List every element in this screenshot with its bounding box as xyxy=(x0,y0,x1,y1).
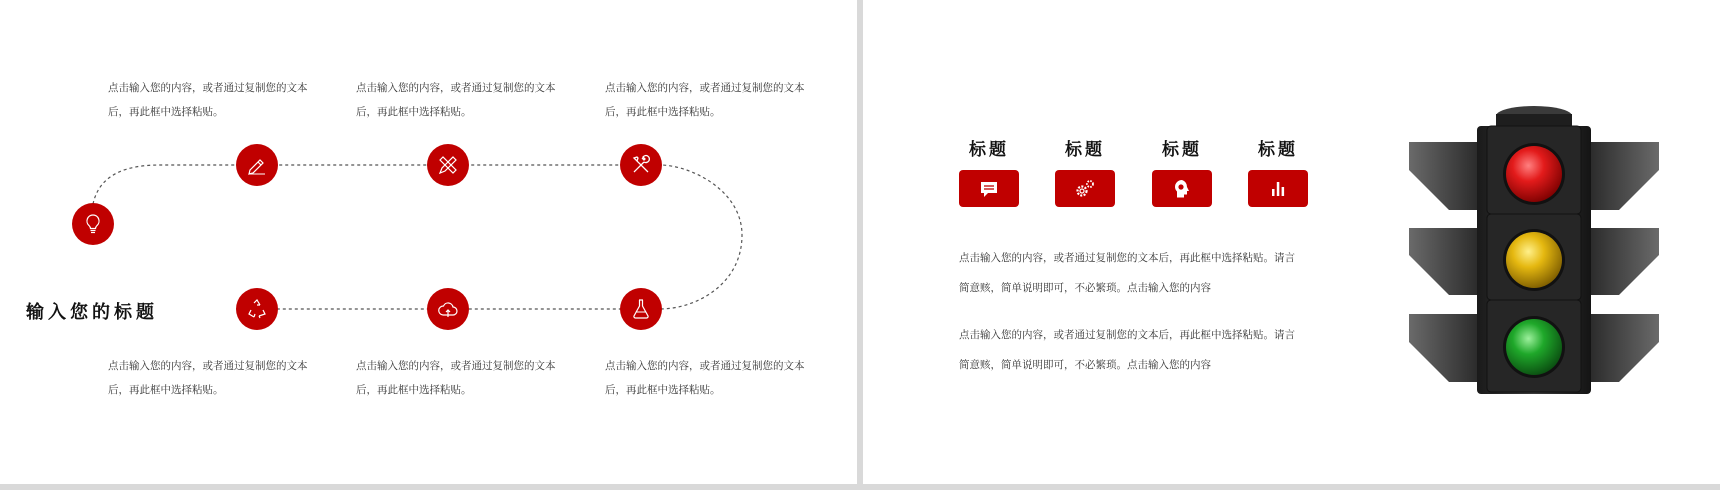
paragraph-2: 点击输入您的内容，或者通过复制您的文本后，再此框中选择粘贴。请言简意赅，简单说明即可，不必繁琐。点击输入您的内容 xyxy=(959,329,1295,371)
gears-icon xyxy=(1073,177,1097,201)
pencil-icon xyxy=(245,153,269,177)
cloud-icon xyxy=(436,297,460,321)
recycle-node xyxy=(236,288,278,330)
column-title-3: 标题 xyxy=(1162,140,1202,160)
section-title: 输入您的标题 xyxy=(26,302,158,323)
dashed-path xyxy=(0,0,857,484)
tools-node xyxy=(620,144,662,186)
gears-badge xyxy=(1055,170,1115,207)
flask-icon xyxy=(629,297,653,321)
bar-chart-icon xyxy=(1266,177,1290,201)
chat-icon xyxy=(977,177,1001,201)
bar-chart-badge xyxy=(1248,170,1308,207)
text-block-6: 点击输入您的内容，或者通过复制您的文本后，再此框中选择粘贴。 xyxy=(605,360,805,396)
lightbulb-icon xyxy=(81,212,105,236)
flask-node xyxy=(620,288,662,330)
pencil-ruler-node xyxy=(427,144,469,186)
column-title-4: 标题 xyxy=(1258,140,1298,160)
text-block-5: 点击输入您的内容，或者通过复制您的文本后，再此框中选择粘贴。 xyxy=(356,360,556,396)
column-title-2: 标题 xyxy=(1065,140,1105,160)
text-block-3: 点击输入您的内容，或者通过复制您的文本后，再此框中选择粘贴。 xyxy=(605,82,805,118)
chat-badge xyxy=(959,170,1019,207)
cloud-node xyxy=(427,288,469,330)
head-gear-icon xyxy=(1170,177,1194,201)
left-slide xyxy=(0,0,857,484)
pencil-node xyxy=(236,144,278,186)
head-gear-badge xyxy=(1152,170,1212,207)
recycle-icon xyxy=(245,297,269,321)
traffic-light xyxy=(1409,100,1659,400)
pencil-ruler-icon xyxy=(436,153,460,177)
column-title-1: 标题 xyxy=(969,140,1009,160)
right-slide xyxy=(863,0,1720,484)
lightbulb-node xyxy=(72,203,114,245)
tools-icon xyxy=(629,153,653,177)
text-block-2: 点击输入您的内容，或者通过复制您的文本后，再此框中选择粘贴。 xyxy=(356,82,556,118)
text-block-4: 点击输入您的内容，或者通过复制您的文本后，再此框中选择粘贴。 xyxy=(108,360,308,396)
text-block-1: 点击输入您的内容，或者通过复制您的文本后，再此框中选择粘贴。 xyxy=(108,82,308,118)
paragraph-1: 点击输入您的内容，或者通过复制您的文本后，再此框中选择粘贴。请言简意赅，简单说明即可，不必繁琐。点击输入您的内容 xyxy=(959,252,1295,294)
